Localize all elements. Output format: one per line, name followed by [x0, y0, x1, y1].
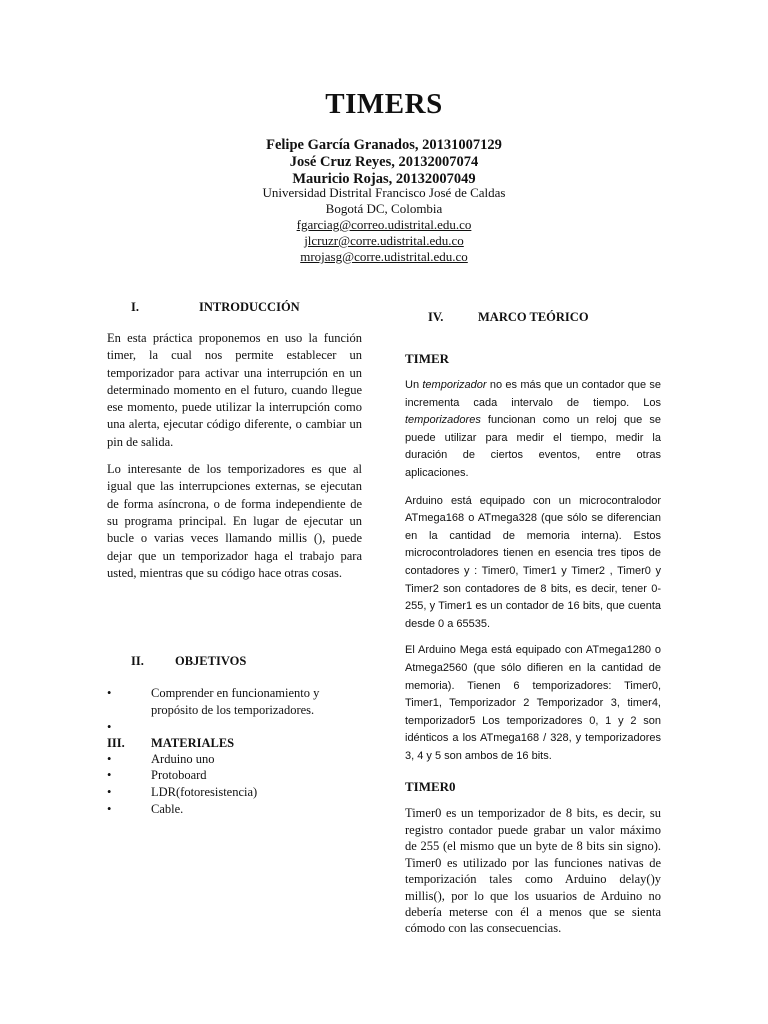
materiales-number: III.	[107, 735, 125, 750]
timer-p1-emphasis-1: temporizador	[422, 379, 487, 391]
intro-paragraph-2: Lo interesante de los temporizadores es que al igual que las interrupciones externas, se ejecutan de forma asíncrona, o de forma independiente de su programa principal. En lugar de ejecutar un bucle o varias veces llamando millis (), puede dejar que un temporizador haga el trabajo para usted, mientras que su código hace otras cosas.	[107, 462, 362, 580]
list-item	[107, 801, 362, 818]
intro-heading	[131, 300, 362, 315]
materiales-title: MATERIALES	[151, 735, 235, 750]
objetivo-text: Comprender en funcionamiento y propósito de los temporizadores.	[151, 686, 320, 717]
material-text: Protoboard	[151, 768, 207, 783]
material-text: Cable.	[151, 801, 184, 816]
list-item	[107, 685, 362, 719]
author-list	[0, 137, 768, 188]
marco-title: MARCO TEÓRICO	[478, 310, 589, 324]
email-link-1[interactable]: fgarciag@correo.udistrital.edu.co	[296, 217, 472, 232]
intro-paragraph-1: En esta práctica proponemos en uso la función timer, la cual nos permite establecer un temporizador para activar una interrupción en un determinado momento en el futuro, cuando llegue ese momento, puede utilizar la interrupción como una alerta, ejecutar código diferente, o cambiar un pin de salida.	[107, 331, 362, 449]
intro-number: I.	[131, 300, 139, 314]
marco-heading	[428, 310, 661, 325]
timer-p1-text-e: funcionan como un reloj que se puede utilizar para medir el tiempo, medir la duración de ciertos eventos, entre otras aplicaciones.	[405, 414, 661, 479]
timer-p1-text-a: Un	[405, 379, 423, 391]
email-link-2[interactable]: jlcruzr@corre.udistrital.edu.co	[304, 233, 464, 248]
list-item	[107, 751, 362, 768]
paper-title: TIMERS	[325, 88, 443, 120]
material-text: LDR(fotoresistencia)	[151, 785, 258, 800]
university-name: Universidad Distrital Francisco José de Caldas	[262, 185, 506, 200]
bullet-icon	[107, 767, 151, 784]
timer-paragraph-2: Arduino está equipado con un microcontralodor ATmega168 o ATmega328 (que sólo se diferencian en la cantidad de memoria interna). Estos microcontroladores tienen en esencia tres tipos de contadores y : Timer0, Timer1 y Timer2 , Timer0 y Timer2 son contadores de 8 bits, es decir, tener 0-255, y Timer1 es un contador de 16 bits, que cuenta desde 0 a 65535.	[405, 494, 661, 630]
objetivos-heading	[131, 654, 362, 669]
objetivos-title: OBJETIVOS	[175, 654, 247, 669]
right-column	[405, 310, 661, 937]
timer-heading: TIMER	[405, 351, 450, 366]
bullet-icon	[107, 784, 151, 801]
author-1: Felipe García Granados, 20131007129	[266, 137, 502, 153]
author-3: Mauricio Rojas, 20132007049	[292, 171, 476, 187]
bullet-icon	[107, 751, 151, 768]
bullet-icon	[107, 801, 151, 818]
marco-number: IV.	[428, 310, 444, 324]
intro-title: INTRODUCCIÓN	[199, 300, 300, 314]
timer0-paragraph-1: Timer0 es un temporizador de 8 bits, es decir, su registro contador puede grabar un valor máximo de 255 (el mismo que un byte de 8 bits sin signo). Timer0 es utilizado por las funciones nativas de temporización tales como Arduino delay()y millis(), por lo que los usuarios de Arduino no debería meterse con él a menos que se sienta cómodo con las consecuencias.	[405, 806, 661, 936]
material-text: Arduino uno	[151, 751, 215, 766]
objetivos-list	[107, 685, 362, 735]
timer-paragraph-3: El Arduino Mega está equipado con ATmega1280 o Atmega2560 (que sólo difieren en la cantidad de memoria). Tienen 6 temporizadores: Timer0, Timer1, Temporizador 2 Temporizador 3, timer4, temporizador5 Los temporizadores 0, 1 y 2 son idénticos a los ATmega168 / 328, y temporizadores 3, 4 y 5 son ambos de 16 bits.	[405, 644, 661, 762]
list-item	[107, 767, 362, 784]
email-link-3[interactable]: mrojasg@corre.udistrital.edu.co	[300, 249, 468, 264]
left-column	[107, 300, 362, 818]
bullet-icon	[107, 719, 151, 736]
materiales-heading	[107, 736, 362, 751]
author-2: José Cruz Reyes, 20132007074	[289, 154, 479, 170]
timer-p1-text-c: no es más que un contador que se incrementa cada intervalo de tiempo. Los	[405, 379, 662, 409]
timer0-heading: TIMER0	[405, 779, 456, 795]
materiales-list	[107, 751, 362, 818]
timer-paragraph-1	[405, 377, 661, 483]
bullet-icon	[107, 685, 151, 719]
affiliation	[0, 185, 768, 265]
city-name: Bogotá DC, Colombia	[325, 201, 443, 216]
timer-p1-emphasis-2: temporizadores	[405, 414, 481, 427]
objetivos-number: II.	[131, 654, 144, 669]
list-item	[107, 719, 362, 736]
list-item	[107, 784, 362, 801]
